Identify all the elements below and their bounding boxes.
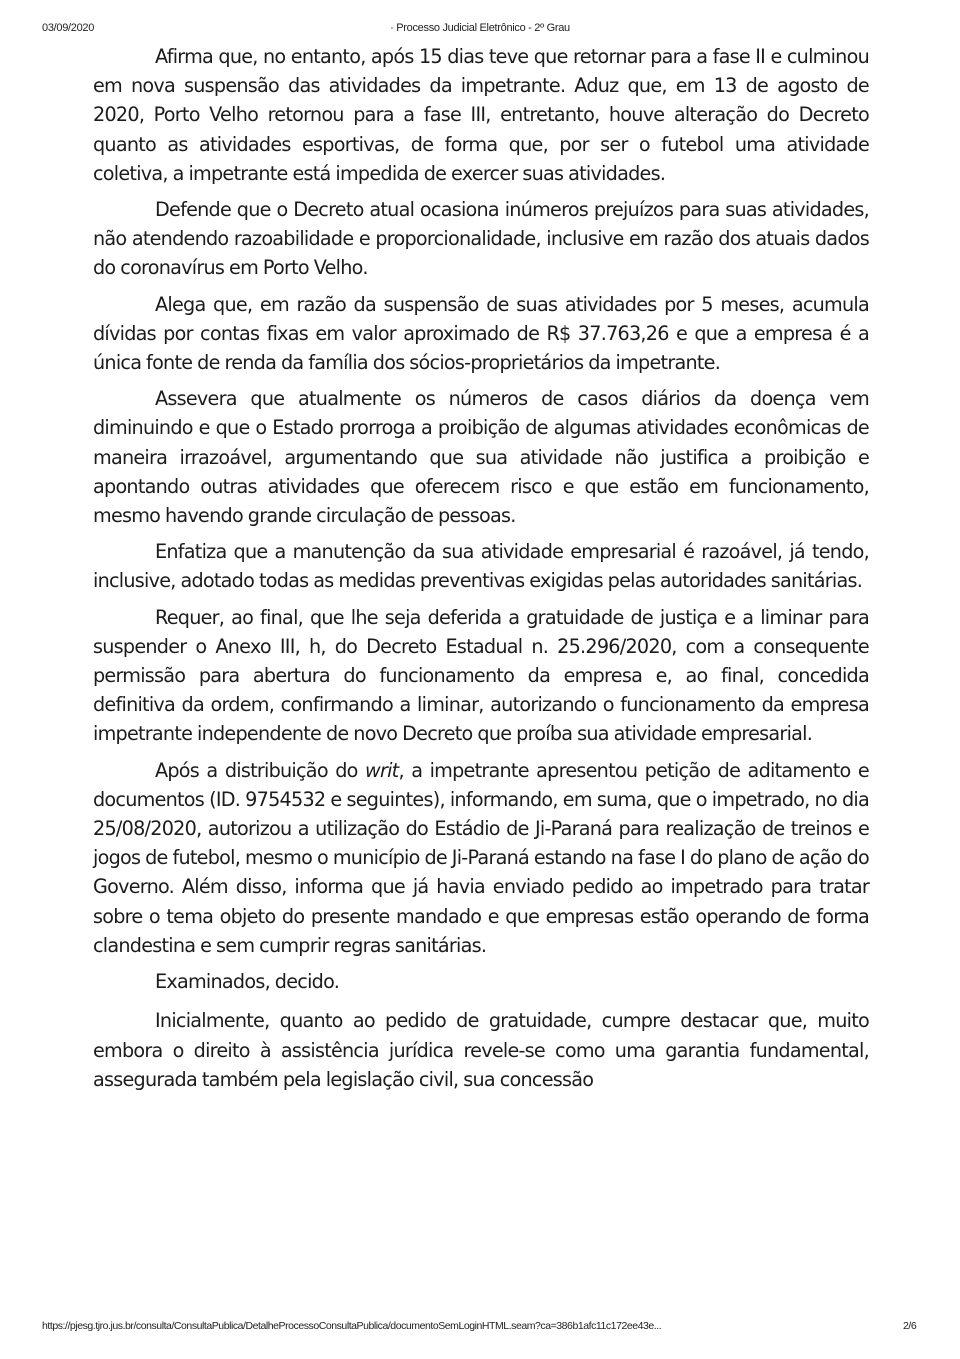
writ-term: writ (365, 758, 399, 782)
aditamento-text-end: , a impetrante apresentou petição de aditamento e documentos (ID. 9754532 e seguintes), informando, em suma, que o impetrado, no dia 25/08/2020, autorizou a utilização do Estádio de Ji-Paraná para realização de treinos e jogos de futebol, mesmo o município de Ji-Paraná estando na fase I do plano de ação do Governo. Além disso, informa que já havia enviado pedido ao impetrado para tratar sobre o tema objeto do presente mandado e que empresas estão operando de forma clandestina e sem cumprir regras sanitárias. (93, 758, 869, 957)
page-indicator: 2/6 (903, 1320, 917, 1332)
print-title: · Processo Judicial Eletrônico - 2º Grau (390, 22, 570, 34)
paragraph-aditamento (93, 756, 869, 960)
paragraph-fase-ii: Afirma que, no entanto, após 15 dias teve que retornar para a fase II e culminou em nova suspensão das atividades da impetrante. Aduz que, em 13 de agosto de 2020, Porto Velho retornou para a fase III, entretanto, houve alteração do Decreto quanto as atividades esportivas, de forma que, por ser o futebol uma atividade coletiva, a impetrante está impedida de exercer suas atividades. (93, 45, 869, 185)
print-date: 03/09/2020 (42, 22, 95, 34)
paragraph-casos-diarios: Assevera que atualmente os números de casos diários da doença vem diminuindo e que o Estado prorroga a proibição de algumas atividades econômicas de maneira irrazoável, argumentando que sua atividade não justifica a proibição e apontando outras atividades que oferecem risco e que estão em funcionamento, mesmo havendo grande circulação de pessoas. (93, 387, 869, 528)
paragraph-gratuidade: Inicialmente, quanto ao pedido de gratuidade, cumpre destacar que, muito embora o direito à assistência jurídica revele-se como uma garantia fundamental, assegurada também pela legislação civil, sua concessão (93, 1009, 869, 1091)
document-body (93, 42, 869, 1101)
aditamento-text-start: Após a distribuição do (155, 758, 366, 782)
paragraph-dividas: Alega que, em razão da suspensão de suas atividades por 5 meses, acumula dívidas por contas fixas em valor aproximado de R$ 37.763,26 e que a empresa é a única fonte de renda da família dos sócios-proprietários da impetrante. (93, 292, 869, 375)
print-header (0, 22, 960, 38)
paragraph-prejuizos: Defende que o Decreto atual ocasiona inúmeros prejuízos para suas atividades, não atendendo razoabilidade e proporcionalidade, inclusive em razão dos atuais dados do coronavírus em Porto Velho. (93, 198, 869, 280)
paragraph-medidas-preventivas: Enfatiza que a manutenção da sua atividade empresarial é razoável, já tendo, inclusive, adotado todas as medidas preventivas exigidas pelas autoridades sanitárias. (93, 540, 869, 593)
print-footer (0, 1320, 960, 1336)
document-url: https://pjesg.tjro.jus.br/consulta/ConsultaPublica/DetalheProcessoConsultaPublica/documentoSemLoginHTML.seam?ca=386b1afc11c172ee43e... (42, 1320, 662, 1332)
paragraph-requerimento: Requer, ao final, que lhe seja deferida a gratuidade de justiça e a liminar para suspender o Anexo III, h, do Decreto Estadual n. 25.296/2020, com a consequente permissão para abertura do funcionamento da empresa e, ao final, concedida definitiva da ordem, confirmando a liminar, autorizando o funcionamento da empresa impetrante independente de novo Decreto que proíba sua atividade empresarial. (93, 605, 869, 746)
paragraph-examinados: Examinados, decido. (155, 970, 340, 994)
